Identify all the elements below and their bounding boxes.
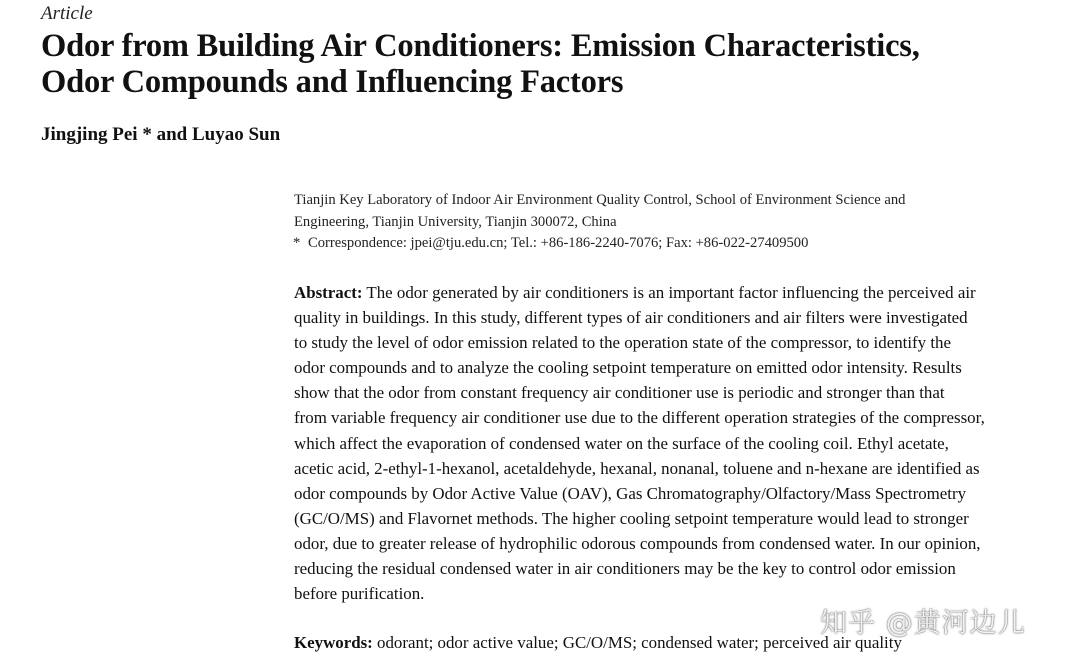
abstract-line: to study the level of odor emission related to the operation state of the compressor, to identify the	[294, 333, 951, 353]
affiliation-line: Tianjin Key Laboratory of Indoor Air Environment Quality Control, School of Environment Science and	[294, 192, 906, 208]
abstract-line: which affect the evaporation of condensed water on the surface of the cooling coil. Ethyl acetate,	[294, 433, 949, 453]
abstract-line: reducing the residual condensed water in air conditioners may be the key to control odor emission	[294, 559, 956, 579]
author-list: Jingjing Pei * and Luyao Sun	[41, 124, 281, 145]
abstract-line: quality in buildings. In this study, different types of air conditioners and air filters were investigated	[294, 308, 968, 328]
title-line: Odor Compounds and Influencing Factors	[41, 64, 624, 100]
keywords-label: Keywords:	[294, 633, 373, 652]
abstract-line: odor, due to greater release of hydrophilic odorous compounds from condensed water. In our opinion,	[294, 533, 981, 553]
abstract-text: The odor generated by air conditioners is an important factor influencing the perceived air	[362, 283, 976, 302]
abstract-line: show that the odor from constant frequency air conditioner use is periodic and stronger than that	[294, 383, 945, 403]
correspondence-line	[294, 233, 1054, 255]
abstract-line: odor compounds by Odor Active Value (OAV), Gas Chromatography/Olfactory/Mass Spectrometry	[294, 483, 967, 503]
abstract-line: before purification.	[294, 584, 425, 604]
keywords-text: odorant; odor active value; GC/O/MS; condensed water; perceived air quality	[372, 633, 902, 652]
article-title	[41, 28, 1071, 100]
correspondence-mark: *	[293, 235, 301, 251]
abstract-line: from variable frequency air conditioner use due to the different operation strategies of the compressor,	[294, 408, 985, 428]
abstract-line: acetic acid, 2-ethyl-1-hexanol, acetaldehyde, hexanal, nonanal, toluene and n-hexane are identified as	[294, 458, 980, 478]
article-type-label: Article	[41, 3, 93, 24]
abstract-line: odor compounds and to analyze the cooling setpoint temperature on emitted odor intensity. Results	[294, 358, 962, 378]
title-line: Odor from Building Air Conditioners: Emission Characteristics,	[41, 28, 920, 64]
abstract-line: (GC/O/MS) and Flavornet methods. The higher cooling setpoint temperature would lead to stronger	[294, 508, 969, 528]
correspondence-text: Correspondence: jpei@tju.edu.cn; Tel.: +86-186-2240-7076; Fax: +86-022-27409500	[308, 235, 809, 251]
zhihu-watermark: 知乎 @黄河边儿	[820, 608, 1026, 639]
keywords-line	[294, 630, 902, 655]
affiliation-line: Engineering, Tianjin University, Tianjin 300072, China	[294, 213, 617, 230]
abstract-block	[294, 280, 1064, 606]
abstract-label: Abstract:	[294, 283, 363, 302]
abstract-line	[294, 280, 1064, 305]
affiliation-block	[294, 190, 1054, 255]
